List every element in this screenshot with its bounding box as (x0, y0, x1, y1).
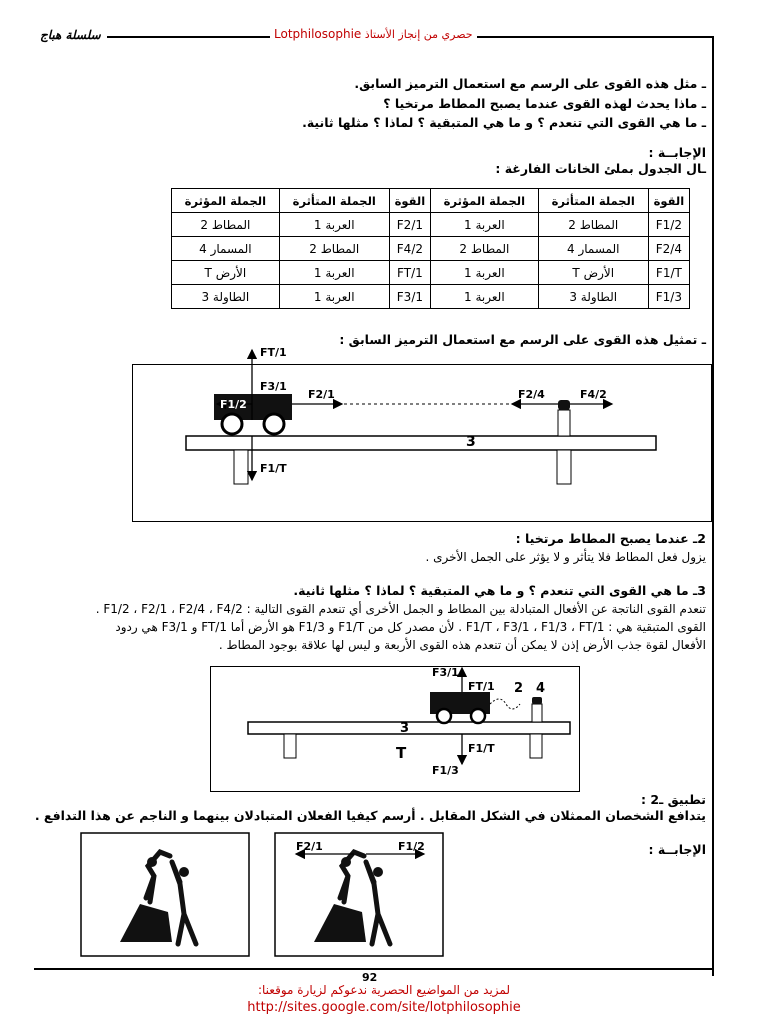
table-cell: العربة 1 (431, 285, 539, 309)
table-leg (234, 450, 248, 484)
table-cell: FT/1 (389, 261, 430, 285)
person-2-head (179, 867, 189, 877)
series-name: سلسلة هباج (34, 28, 107, 42)
table-cell: المطاط 2 (538, 213, 648, 237)
label-f42: F4/2 (580, 388, 607, 401)
forces-table (171, 188, 690, 309)
table-cell: F2/1 (389, 213, 430, 237)
table-header: الجملة المؤثرة (431, 189, 539, 213)
table-header-row (172, 189, 690, 213)
application-text: يتدافع الشخصان الممثلان في الشكل المقابل . أرسم كيفيا الفعلان المتبادلان بينهما و الناجم عن هذا التدافع . (34, 808, 706, 823)
person-1-head (341, 857, 351, 867)
label-3: 3 (400, 721, 410, 736)
label-f21: F2/1 (296, 840, 323, 853)
table-cell: المطاط 2 (172, 213, 280, 237)
table-cell: F1/T (648, 261, 689, 285)
cart-wheel (471, 709, 485, 723)
label-t: T (396, 744, 407, 762)
section3-line3: الأفعال لقوة جذب الأرض إذن لا يمكن أن تنعدم هذه القوى الأربعة و ليس لها علاقة بوجود المطاط . (218, 638, 706, 652)
table-cell: F2/4 (648, 237, 689, 261)
table-header: الجملة المؤثرة (172, 189, 280, 213)
page-number: 92 (362, 971, 378, 984)
label-ft1: FT/1 (260, 346, 287, 359)
cart-wheel (437, 709, 451, 723)
figure-pushing (80, 832, 250, 957)
label-f12: F1/2 (398, 840, 425, 853)
table-cell: الأرض T (172, 261, 280, 285)
label-f31: F3/1 (260, 380, 287, 393)
watermark-site: Lotphilosophie (274, 27, 362, 41)
question-2: ـ ماذا يحدث لهذه القوى عندما يصبح المطاط مرتخيا ؟ (383, 96, 706, 111)
figure-pushing-forces (274, 832, 444, 957)
table-row (172, 213, 690, 237)
table-header: الجملة المتأثرة (538, 189, 648, 213)
section3-line2: القوى المتبقية هي : F1/T ، F3/1 ، F1/3 ، FT/1 . لأن مصدر كل من F1/T و F1/3 هو الأرض أما FT/1 و F3/1 هي ردود (115, 620, 706, 634)
watermark-arabic: حصري من إنجاز الأستاذ (364, 28, 473, 41)
person-1-head (147, 857, 157, 867)
table-intro: ـال الجدول بملئ الخانات الفارغة : (495, 161, 706, 176)
label-f12: F1/2 (220, 398, 247, 411)
label-f1t: F1/T (468, 742, 495, 755)
table-cell: F1/2 (648, 213, 689, 237)
cart-wheel (222, 414, 242, 434)
nail (532, 704, 542, 722)
table-row (172, 261, 690, 285)
answer-heading: الإجابــة : (648, 145, 706, 160)
table-row (172, 237, 690, 261)
label-f24: F2/4 (518, 388, 545, 401)
person-2-head (373, 867, 383, 877)
cart-wheel (264, 414, 284, 434)
elastic-slack (490, 699, 520, 709)
table-leg (557, 450, 571, 484)
table-cell: F4/2 (389, 237, 430, 261)
footer-promo: لمزيد من المواضيع الحصرية ندعوكم لزيارة موقعنا: (257, 983, 511, 997)
label-table-3: 3 (466, 434, 476, 450)
diagram2 (210, 662, 580, 792)
section3-heading: 3ـ ما هي القوى التي تنعدم ؟ و ما هي المتبقية ؟ لماذا ؟ مثلها ثانية. (293, 583, 706, 598)
label-f21: F2/1 (308, 388, 335, 401)
table-cell: العربة 1 (279, 285, 389, 309)
table-top (186, 436, 656, 450)
table-cell: المطاط 2 (431, 237, 539, 261)
label-ft1: FT/1 (468, 680, 495, 693)
question-3: ـ ما هي القوى التي تنعدم ؟ و ما هي المتبقية ؟ لماذا ؟ مثلها ثانية. (302, 115, 706, 130)
footer-rule (34, 968, 714, 970)
label-f31: F3/1 (432, 666, 459, 679)
table-header: القوة (389, 189, 430, 213)
section2-text: يزول فعل المطاط فلا يتأثر و لا يؤثر على الجمل الأخرى . (425, 550, 706, 564)
section2-heading: 2ـ عندما يصبح المطاط مرتخيا : (515, 531, 706, 546)
diagram1 (132, 340, 712, 525)
section3-line1: تنعدم القوى الناتجة عن الأفعال المتبادلة بين المطاط و الجمل الأخرى أي تنعدم القوى التالية : F1/2 ، F2/1 ، F2/4 ، F4/2 . (95, 602, 706, 616)
application-heading: تطبيق ـ2 : (640, 792, 706, 807)
table-cell: العربة 1 (431, 261, 539, 285)
table-header: القوة (648, 189, 689, 213)
table-cell: المسمار 4 (538, 237, 648, 261)
table-cell: العربة 1 (279, 261, 389, 285)
table-cell: الطاولة 3 (538, 285, 648, 309)
question-1: ـ مثل هذه القوى على الرسم مع استعمال الترميز السابق. (354, 76, 706, 91)
table-cell: العربة 1 (431, 213, 539, 237)
label-f1t: F1/T (260, 462, 287, 475)
table-cell: المسمار 4 (172, 237, 280, 261)
table-cell: الأرض T (538, 261, 648, 285)
label-4: 4 (536, 681, 546, 696)
header-watermark (270, 27, 477, 41)
table-cell: الطاولة 3 (172, 285, 280, 309)
application-answer: الإجابــة : (648, 842, 706, 857)
table-row (172, 285, 690, 309)
section1-heading: ـ تمثيل هذه القوى على الرسم مع استعمال الترميز السابق : (339, 332, 706, 347)
nail (558, 410, 570, 436)
table-leg (284, 734, 296, 758)
label-f13: F1/3 (432, 764, 459, 777)
label-2: 2 (514, 681, 524, 696)
right-margin-rule (712, 36, 714, 976)
footer-url[interactable]: http://sites.google.com/site/lotphilosophie (247, 1000, 521, 1015)
table-header: الجملة المتأثرة (279, 189, 389, 213)
table-leg (530, 734, 542, 758)
nail-head (532, 697, 542, 704)
table-cell: F3/1 (389, 285, 430, 309)
nail-head (558, 400, 570, 410)
table-cell: العربة 1 (279, 213, 389, 237)
table-cell: المطاط 2 (279, 237, 389, 261)
table-cell: F1/3 (648, 285, 689, 309)
